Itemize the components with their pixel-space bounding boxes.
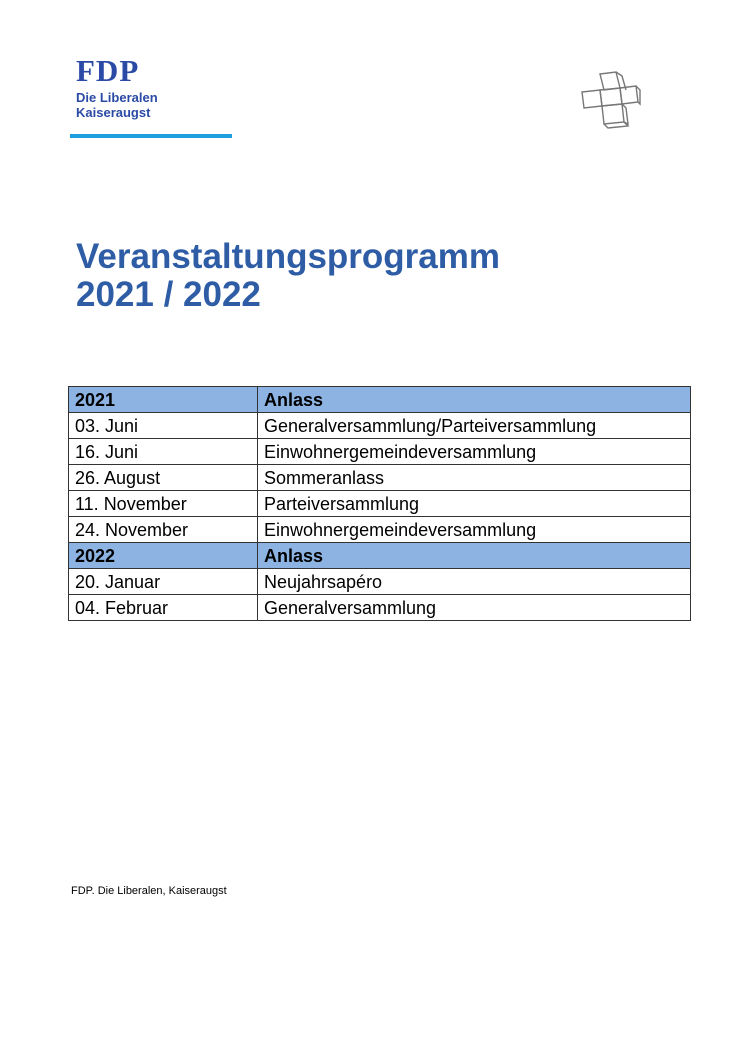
event-date: 04. Februar — [69, 595, 258, 621]
event-name: Neujahrsapéro — [258, 569, 691, 595]
section-column-label: Anlass — [258, 543, 691, 569]
table-section-header — [69, 543, 691, 569]
logo-accent-bar — [70, 134, 232, 138]
table-row — [69, 517, 691, 543]
section-year: 2021 — [69, 387, 258, 413]
municipal-cross-emblem-icon — [578, 70, 642, 132]
event-date: 20. Januar — [69, 569, 258, 595]
event-name: Parteiversammlung — [258, 491, 691, 517]
title-line-1: Veranstaltungsprogramm — [76, 237, 500, 276]
event-name: Sommeranlass — [258, 465, 691, 491]
table-row — [69, 413, 691, 439]
title-line-2: 2021 / 2022 — [76, 275, 261, 314]
logo-brand: FDP — [76, 53, 140, 88]
table-row — [69, 569, 691, 595]
table-row — [69, 491, 691, 517]
event-date: 26. August — [69, 465, 258, 491]
party-logo — [76, 53, 158, 120]
event-program-table — [68, 386, 691, 621]
table-section-header — [69, 387, 691, 413]
table-row — [69, 465, 691, 491]
event-date: 16. Juni — [69, 439, 258, 465]
event-name: Einwohnergemeindeversammlung — [258, 439, 691, 465]
event-name: Generalversammlung/Parteiversammlung — [258, 413, 691, 439]
table-row — [69, 439, 691, 465]
event-date: 03. Juni — [69, 413, 258, 439]
page-footer: FDP. Die Liberalen, Kaiseraugst — [71, 885, 227, 897]
page-title — [76, 238, 500, 314]
event-date: 11. November — [69, 491, 258, 517]
event-name: Generalversammlung — [258, 595, 691, 621]
table-row — [69, 595, 691, 621]
logo-line-2: Kaiseraugst — [76, 105, 151, 120]
event-name: Einwohnergemeindeversammlung — [258, 517, 691, 543]
section-column-label: Anlass — [258, 387, 691, 413]
section-year: 2022 — [69, 543, 258, 569]
logo-line-1: Die Liberalen — [76, 90, 158, 105]
event-date: 24. November — [69, 517, 258, 543]
